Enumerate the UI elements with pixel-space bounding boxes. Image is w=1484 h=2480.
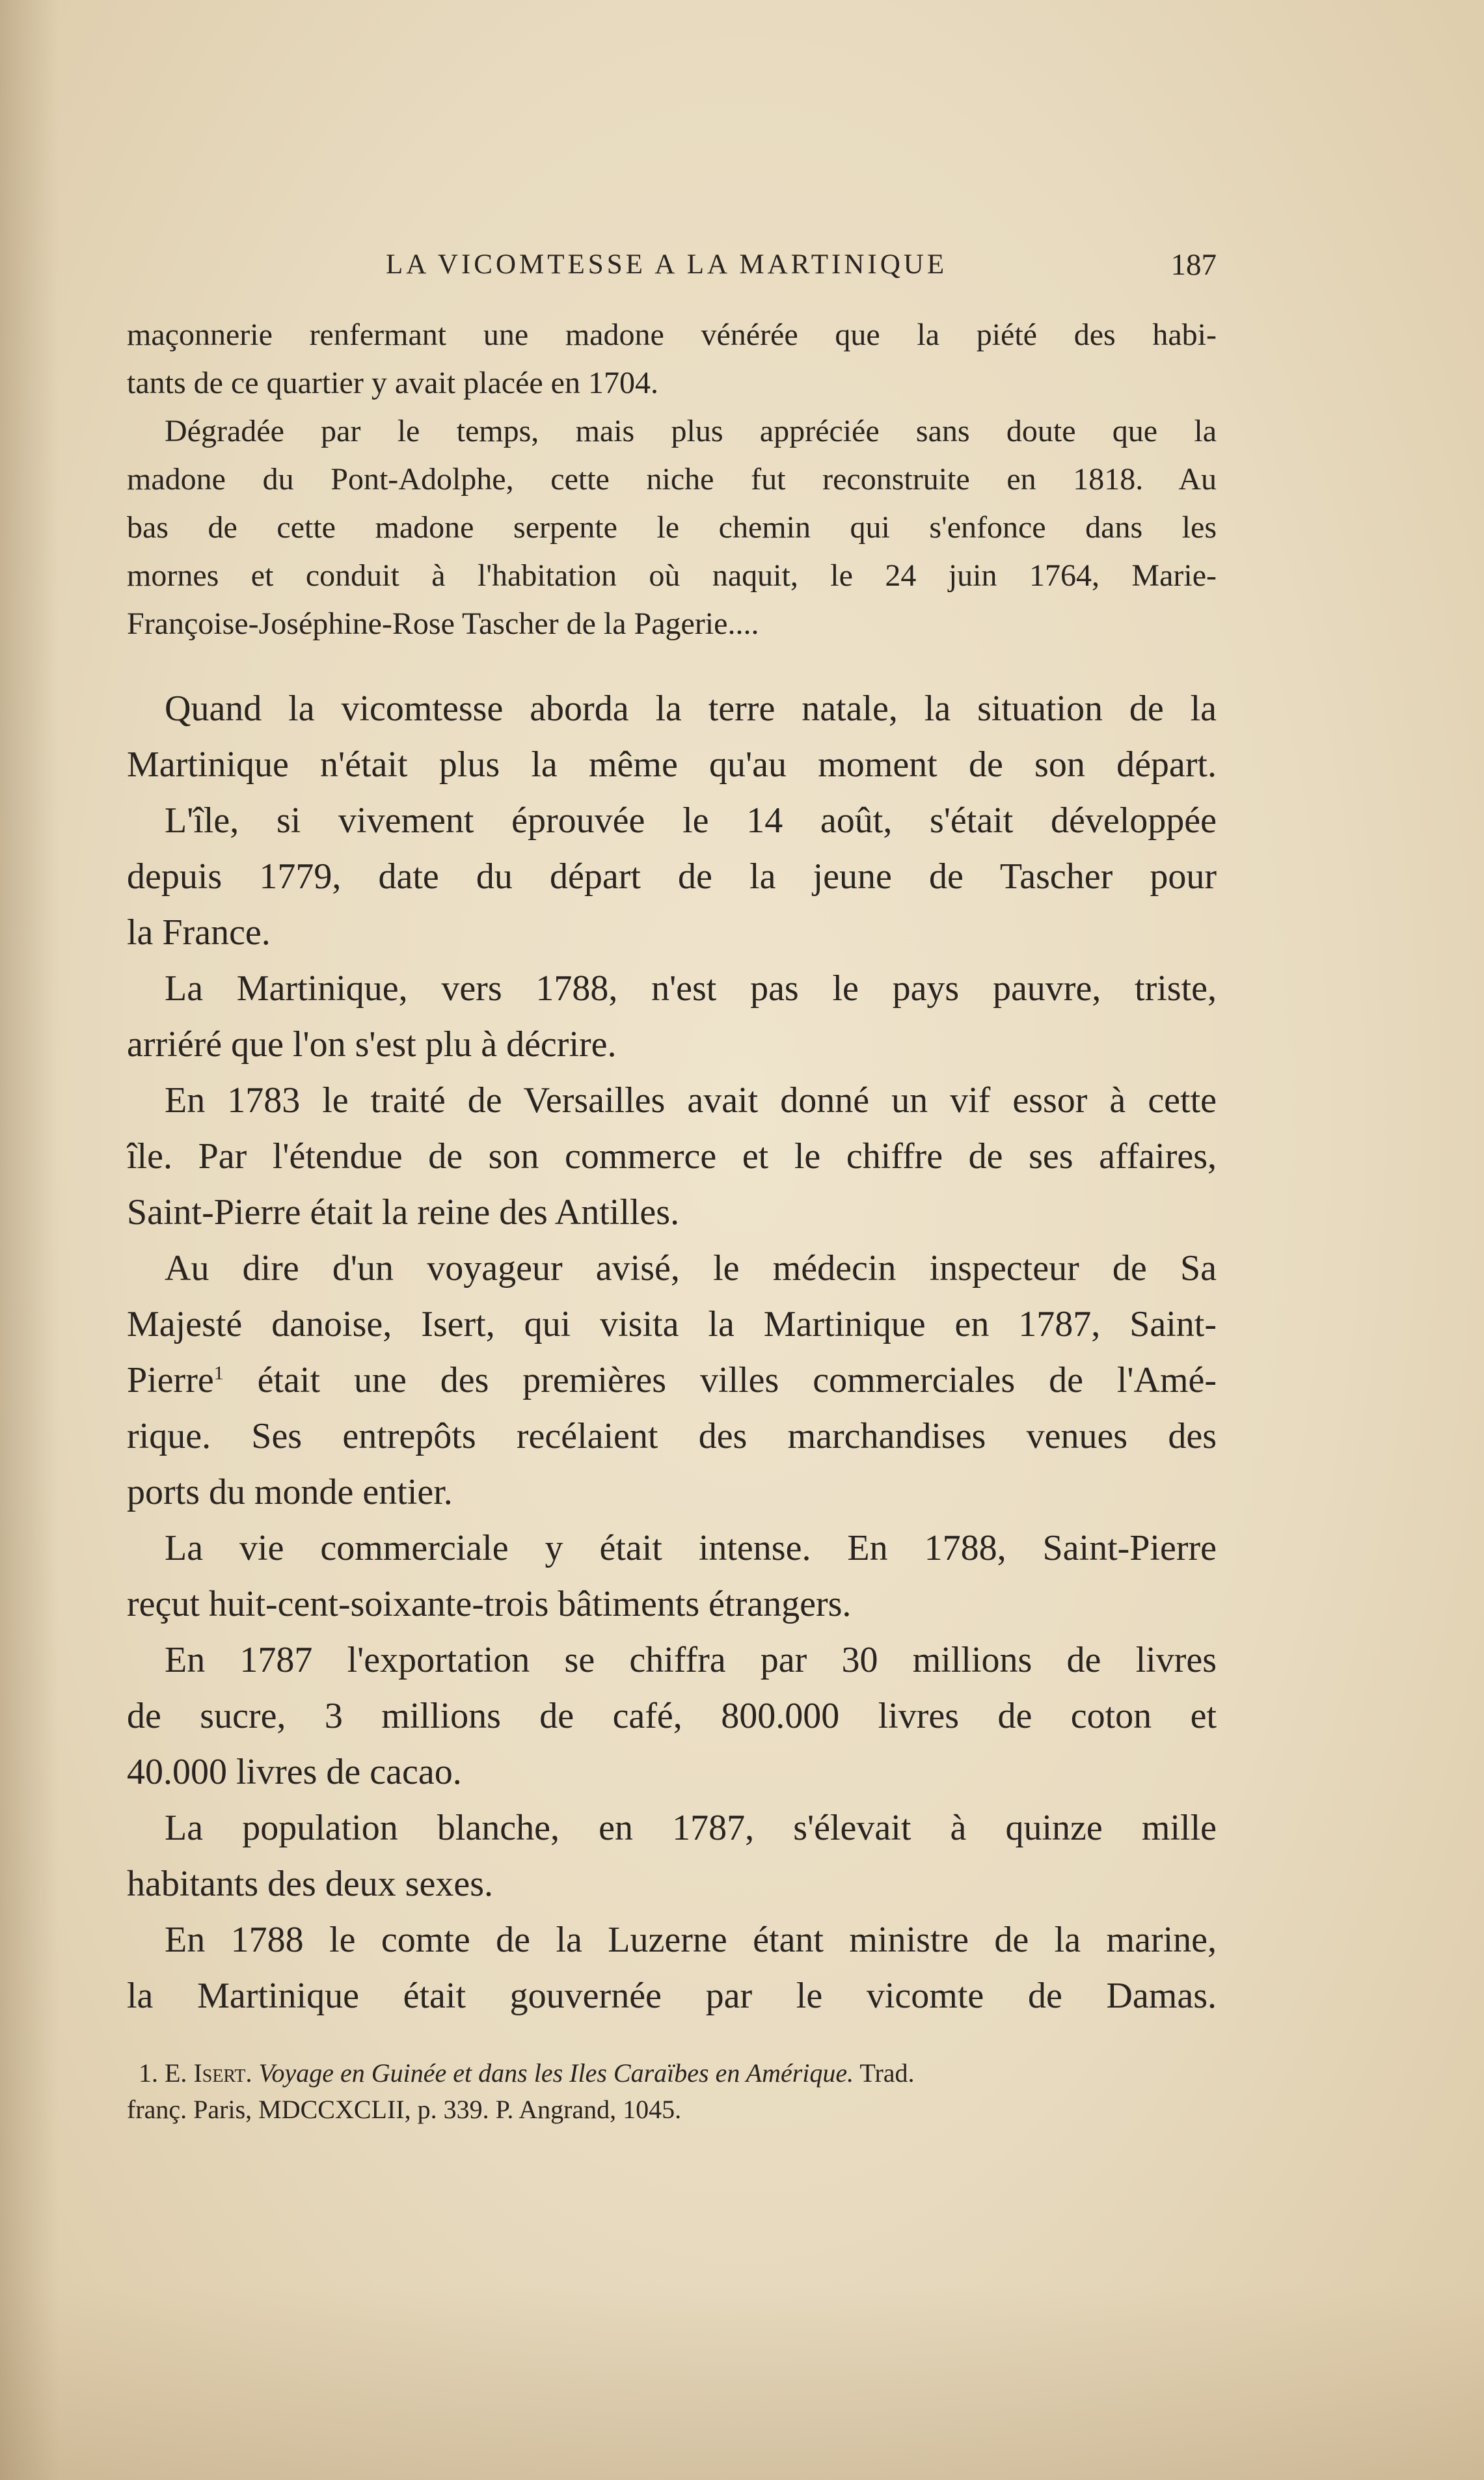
- body-line: La Martinique, vers 1788, n'est pas le pays pauvre, triste,: [165, 968, 1217, 1009]
- running-title: LA VICOMTESSE A LA MARTINIQUE: [386, 249, 948, 280]
- body-line: [127, 1352, 1217, 1408]
- body-line: Au dire d'un voyageur avisé, le médecin inspecteur de Sa: [165, 1248, 1217, 1288]
- quote-line: tants de ce quartier y avait placée en 1704.: [127, 366, 658, 400]
- body-line: île. Par l'étendue de son commerce et le chiffre de ses affaires,: [127, 1136, 1217, 1177]
- body-line: arriéré que l'on s'est plu à décrire.: [127, 1024, 617, 1065]
- body-text: [127, 681, 1217, 2024]
- body-line: Majesté danoise, Isert, qui visita la Martinique en 1787, Saint-: [127, 1304, 1217, 1344]
- body-line: reçut huit-cent-soixante-trois bâtiments étrangers.: [127, 1584, 852, 1624]
- body-line: rique. Ses entrepôts recélaient des marchandises venues des: [127, 1416, 1217, 1456]
- body-line: Martinique n'était plus la même qu'au moment de son départ.: [127, 744, 1217, 785]
- quote-line: bas de cette madone serpente le chemin qui s'enfonce dans les: [127, 510, 1217, 545]
- body-line: de sucre, 3 millions de café, 800.000 livres de coton et: [127, 1696, 1217, 1736]
- body-line-start: Pierre: [127, 1360, 214, 1400]
- footnote-marker: 1: [213, 1362, 224, 1384]
- footnote-number: 1.: [139, 2058, 158, 2088]
- footnote-trad: Trad.: [859, 2058, 915, 2088]
- body-line: la Martinique était gouvernée par le vicomte de Damas.: [127, 1976, 1217, 2016]
- body-line: En 1788 le comte de la Luzerne étant ministre de la marine,: [165, 1920, 1217, 1960]
- quote-line: mornes et conduit à l'habitation où naquit, le 24 juin 1764, Marie-: [127, 558, 1217, 593]
- quote-line: Dégradée par le temps, mais plus appréciée sans doute que la: [165, 414, 1217, 448]
- body-line: Quand la vicomtesse aborda la terre natale, la situation de la: [165, 688, 1217, 729]
- footnote-author: Isert: [193, 2058, 246, 2088]
- body-line: L'île, si vivement éprouvée le 14 août, s'était développée: [165, 800, 1217, 841]
- quoted-passage: [127, 311, 1217, 648]
- body-line: Saint-Pierre était la reine des Antilles.: [127, 1192, 680, 1233]
- page-edge-shade: [0, 2285, 1484, 2480]
- quote-line: Françoise-Joséphine-Rose Tascher de la Pagerie....: [127, 606, 759, 641]
- footnote-title: Voyage en Guinée et dans les Iles Caraïbes en Amérique.: [258, 2058, 854, 2088]
- quote-line: maçonnerie renfermant une madone vénérée que la piété des habi-: [127, 318, 1217, 352]
- footnote-author-initial: E.: [165, 2058, 187, 2088]
- body-line: En 1787 l'exportation se chiffra par 30 millions de livres: [165, 1640, 1217, 1680]
- quote-line: madone du Pont-Adolphe, cette niche fut reconstruite en 1818. Au: [127, 462, 1217, 497]
- body-line: la France.: [127, 912, 271, 953]
- footnote-line: 1. E. Isert. Voyage en Guinée et dans les Iles Caraïbes en Amérique. Trad.: [127, 2055, 1217, 2092]
- page-number: 187: [1170, 248, 1217, 282]
- body-line: La population blanche, en 1787, s'élevait à quinze mille: [165, 1808, 1217, 1848]
- body-line: La vie commerciale y était intense. En 1788, Saint-Pierre: [165, 1528, 1217, 1568]
- page-fold-shadow: [0, 0, 59, 2480]
- body-line: ports du monde entier.: [127, 1472, 453, 1512]
- footnote-line: franç. Paris, MDCCXCLII, p. 339. P. Angrand, 1045.: [127, 2095, 682, 2124]
- body-line: depuis 1779, date du départ de la jeune de Tascher pour: [127, 856, 1217, 897]
- body-line: 40.000 livres de cacao.: [127, 1752, 462, 1792]
- footnote: [127, 2055, 1217, 2128]
- body-line: En 1783 le traité de Versailles avait donné un vif essor à cette: [165, 1080, 1217, 1121]
- body-line: habitants des deux sexes.: [127, 1864, 493, 1904]
- running-head: [127, 242, 1217, 288]
- body-line-rest: était une des premières villes commerciales de l'Amé-: [257, 1360, 1217, 1400]
